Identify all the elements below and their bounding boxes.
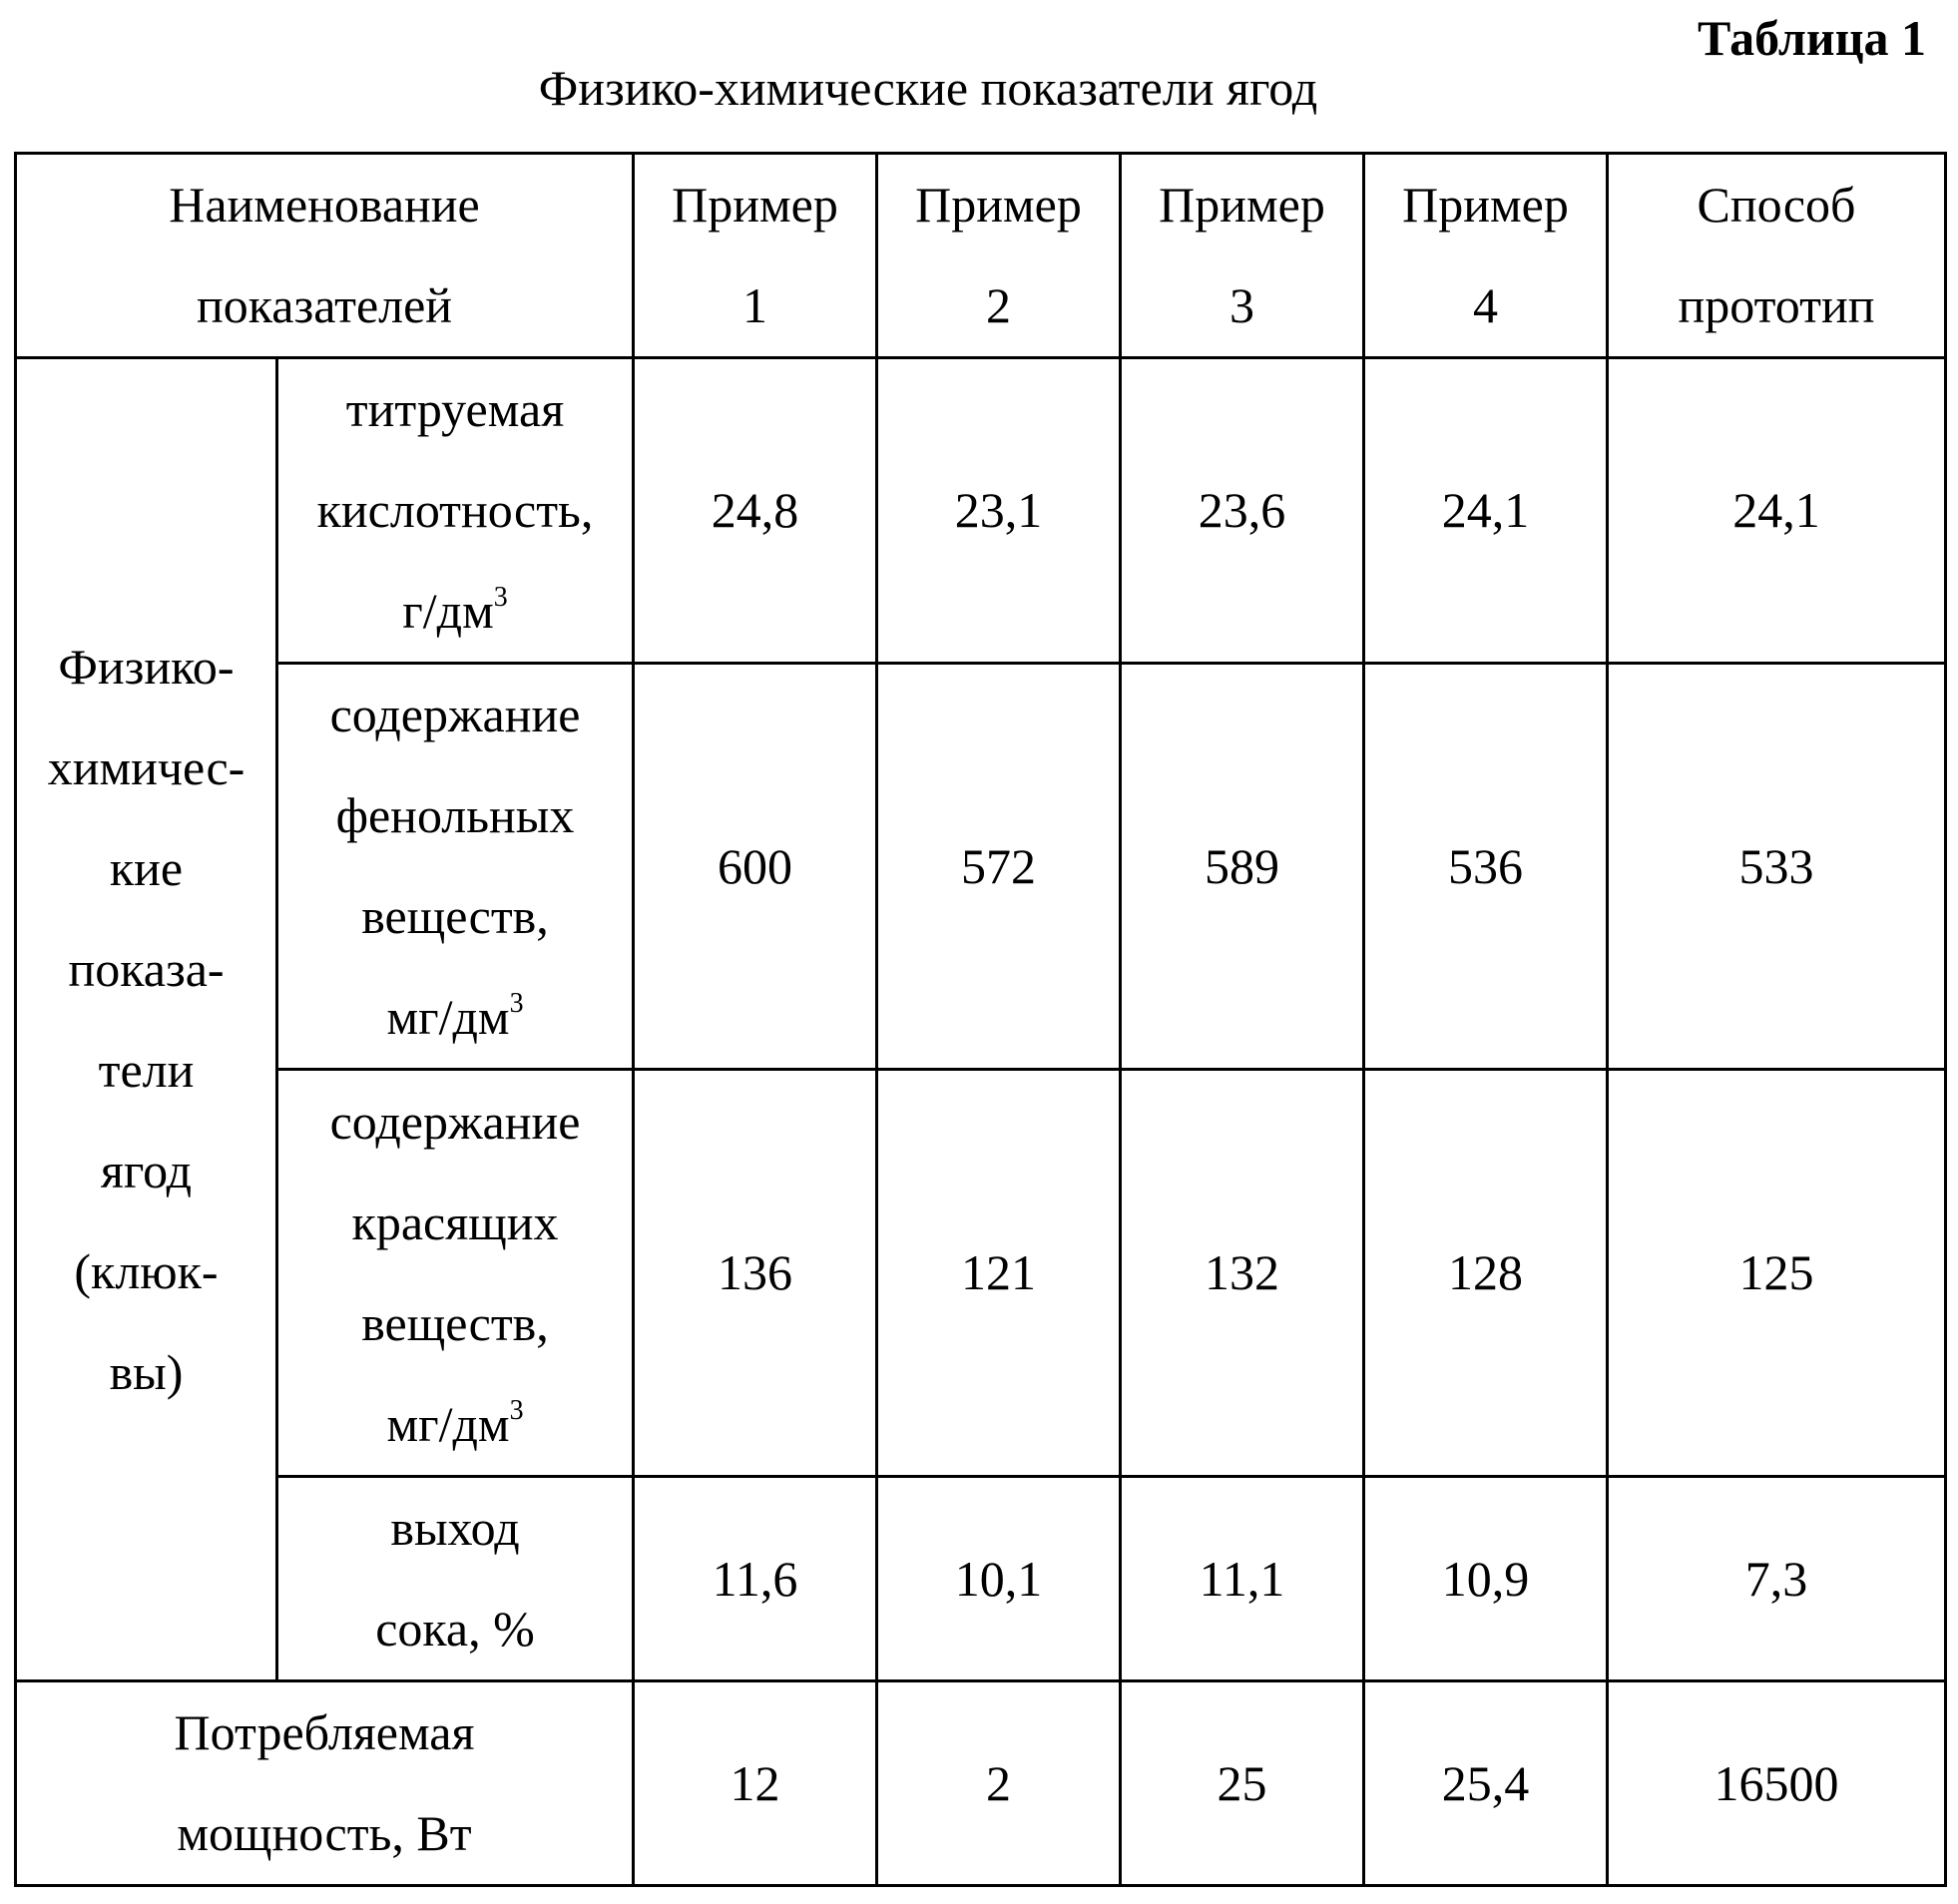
table-row xyxy=(16,1477,1946,1681)
row-label: содержание фенольных веществ, xyxy=(329,687,581,944)
value-cell: 128 xyxy=(1364,1070,1608,1477)
value-cell: 12 xyxy=(634,1681,877,1886)
row-label-cell xyxy=(277,664,634,1070)
power-label: Потребляемая мощность, Вт xyxy=(174,1704,475,1861)
value-cell: 572 xyxy=(877,664,1121,1070)
value-cell: 25 xyxy=(1121,1681,1364,1886)
value-cell: 16500 xyxy=(1608,1681,1946,1886)
header-column-cell xyxy=(1121,154,1364,358)
value-cell: 24,8 xyxy=(634,358,877,664)
value-cell: 24,1 xyxy=(1608,358,1946,664)
power-row xyxy=(16,1681,1946,1886)
table-row xyxy=(16,664,1946,1070)
value-cell: 7,3 xyxy=(1608,1477,1946,1681)
group-label-cell xyxy=(16,358,277,1681)
row-label-cell xyxy=(277,1477,634,1681)
power-label-cell xyxy=(16,1681,634,1886)
value-cell: 136 xyxy=(634,1070,877,1477)
table-row xyxy=(16,358,1946,664)
value-cell: 10,1 xyxy=(877,1477,1121,1681)
value-cell: 24,1 xyxy=(1364,358,1608,664)
row-unit: $мг/дм^3$ xyxy=(386,1394,524,1452)
header-column-label: Способ прототип xyxy=(1678,177,1875,333)
value-cell: 121 xyxy=(877,1070,1121,1477)
row-label-cell xyxy=(277,358,634,664)
table-title: Физико-химические показатели ягод xyxy=(538,60,1318,116)
header-column-label: Пример 4 xyxy=(1402,177,1569,333)
value-cell: 536 xyxy=(1364,664,1608,1070)
group-label: Физико- химичес- кие показа- тели ягод (клюк- вы) xyxy=(47,638,245,1400)
header-column-cell xyxy=(1364,154,1608,358)
value-cell: 11,1 xyxy=(1121,1477,1364,1681)
row-label: титруемая кислотность, xyxy=(316,381,594,538)
header-column-label: Пример 2 xyxy=(915,177,1082,333)
row-label: содержание красящих веществ, xyxy=(329,1093,581,1351)
properties-table xyxy=(14,152,1947,1887)
value-cell: 25,4 xyxy=(1364,1681,1608,1886)
value-cell: 2 xyxy=(877,1681,1121,1886)
header-column-label: Пример 3 xyxy=(1159,177,1325,333)
header-name: Наименование показателей xyxy=(169,177,480,333)
value-cell: 589 xyxy=(1121,664,1364,1070)
header-column-cell xyxy=(1608,154,1946,358)
value-cell: 23,1 xyxy=(877,358,1121,664)
value-cell: 533 xyxy=(1608,664,1946,1070)
header-column-cell xyxy=(877,154,1121,358)
header-row xyxy=(16,154,1946,358)
header-name-cell xyxy=(16,154,634,358)
row-label-cell xyxy=(277,1070,634,1477)
value-cell: 600 xyxy=(634,664,877,1070)
value-cell: 10,9 xyxy=(1364,1477,1608,1681)
table-row xyxy=(16,1070,1946,1477)
value-cell: 23,6 xyxy=(1121,358,1364,664)
value-cell: 11,6 xyxy=(634,1477,877,1681)
value-cell: 125 xyxy=(1608,1070,1946,1477)
header-column-label: Пример 1 xyxy=(672,177,838,333)
row-unit: $мг/дм^3$ xyxy=(386,988,524,1045)
row-unit: $г/дм^3$ xyxy=(402,582,508,639)
row-label: выход сока, % xyxy=(375,1500,535,1657)
value-cell: 132 xyxy=(1121,1070,1364,1477)
table-number: Таблица 1 xyxy=(1697,10,1926,66)
header-column-cell xyxy=(634,154,877,358)
